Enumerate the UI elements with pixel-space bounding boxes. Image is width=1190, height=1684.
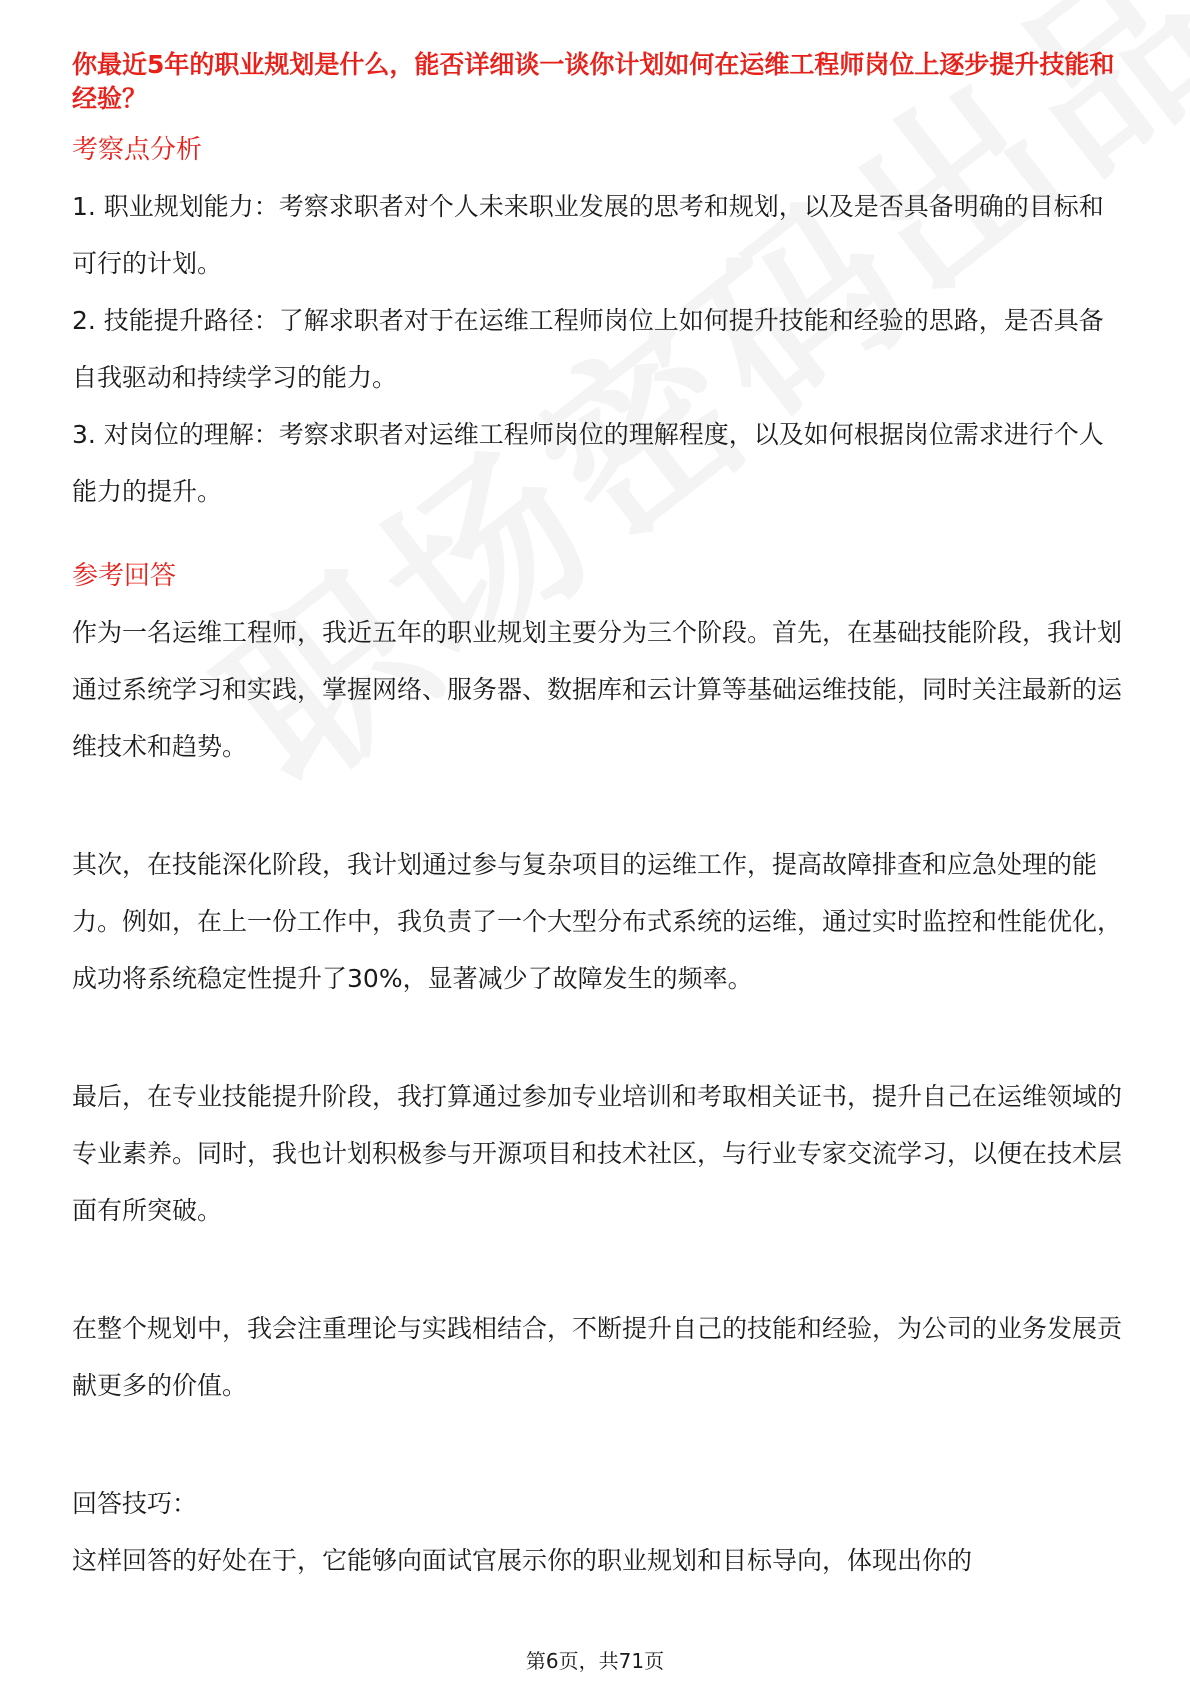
question-heading: 你最近5年的职业规划是什么，能否详细谈一谈你计划如何在运维工程师岗位上逐步提升技能和经验？ [72, 50, 1115, 113]
page-number: 第6页，共71页 [525, 1649, 665, 1673]
answer-paragraph: 作为一名运维工程师，我近五年的职业规划主要分为三个阶段。首先，在基础技能阶段，我计划通过系统学习和实践，掌握网络、服务器、数据库和云计算等基础运维技能，同时关注最新的运维技术和趋势。 [72, 618, 1123, 761]
analysis-item: 2. 技能提升路径：了解求职者对于在运维工程师岗位上如何提升技能和经验的思路，是否具备自我驱动和持续学习的能力。 [72, 306, 1104, 392]
answer-paragraph: 最后，在专业技能提升阶段，我打算通过参加专业培训和考取相关证书，提升自己在运维领域的专业素养。同时，我也计划积极参与开源项目和技术社区，与行业专家交流学习，以便在技术层面有所突破。 [72, 1082, 1123, 1225]
tips-text: 这样回答的好处在于，它能够向面试官展示你的职业规划和目标导向，体现出你的 [72, 1546, 973, 1575]
tips-label: 回答技巧： [72, 1489, 198, 1518]
answer-title: 参考回答 [72, 561, 177, 591]
content [72, 48, 1122, 1589]
analysis-item: 1. 职业规划能力：考察求职者对个人未来职业发展的思考和规划，以及是否具备明确的目标和可行的计划。 [72, 192, 1104, 278]
analysis-list [72, 178, 1122, 520]
analysis-title: 考察点分析 [72, 135, 203, 165]
answer-paragraph: 在整个规划中，我会注重理论与实践相结合，不断提升自己的技能和经验，为公司的业务发展贡献更多的价值。 [72, 1314, 1123, 1400]
analysis-item: 3. 对岗位的理解：考察求职者对运维工程师岗位的理解程度，以及如何根据岗位需求进行个人能力的提升。 [72, 420, 1104, 506]
answer-paragraph: 其次，在技能深化阶段，我计划通过参与复杂项目的运维工作，提高故障排查和应急处理的能力。例如，在上一份工作中，我负责了一个大型分布式系统的运维，通过实时监控和性能优化，成功将系统稳定性提升了30%，显著减少了故障发生的频率。 [72, 850, 1123, 993]
